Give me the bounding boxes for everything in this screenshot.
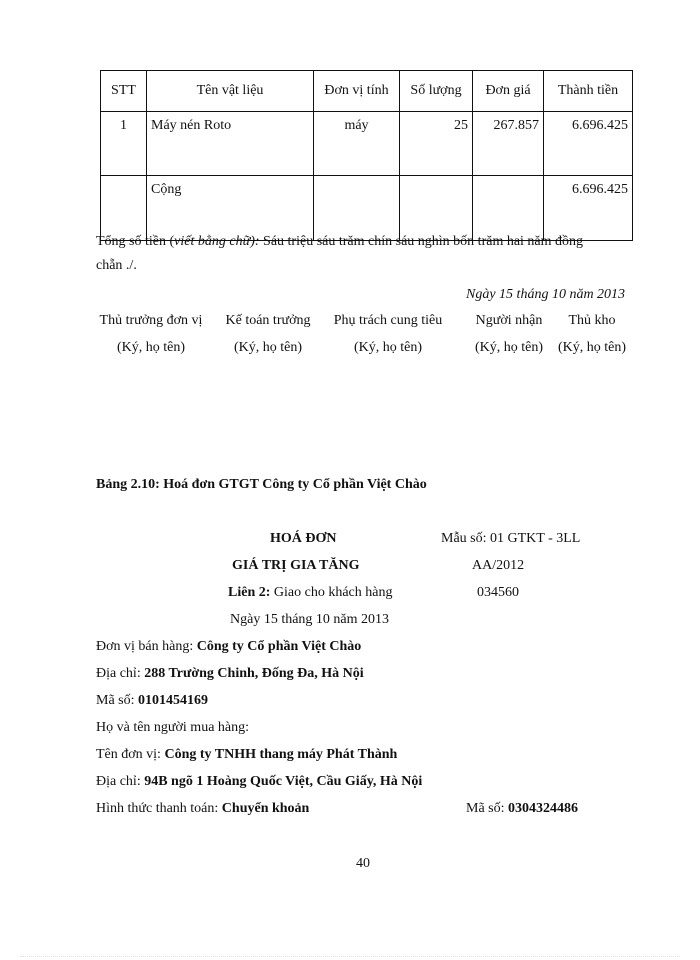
invoice-number: 034560 (477, 585, 519, 600)
signature-note: (Ký, họ tên) (353, 340, 423, 355)
cell-unit-price (473, 176, 544, 241)
table-header-row (101, 71, 633, 112)
buyer-tax-value: 0304324486 (508, 801, 578, 816)
header-material-name: Tên vật liệu (147, 71, 314, 112)
buyer-tax-label: Mã số: (466, 801, 508, 816)
buyer-tax-code (466, 801, 578, 817)
seller-tax-code (96, 693, 208, 709)
seller-unit (96, 639, 361, 655)
signature-title: Thủ kho (568, 313, 616, 328)
seller-address-value: 288 Trường Chinh, Đống Đa, Hà Nội (144, 666, 364, 681)
materials-table (100, 70, 633, 241)
total-in-words-text: Sáu triệu sáu trăm chín sáu nghìn bốn trăm hai năm đồng (259, 234, 584, 249)
header-unit-price: Đơn giá (473, 71, 544, 112)
seller-address (96, 666, 364, 682)
invoice-subtitle: GIÁ TRỊ GIA TĂNG (232, 558, 360, 573)
invoice-copy-text: Giao cho khách hàng (270, 585, 393, 600)
seller-unit-value: Công ty Cổ phần Việt Chào (196, 639, 362, 654)
invoice-date: Ngày 15 tháng 10 năm 2013 (230, 612, 390, 627)
page-number: 40 (356, 856, 370, 871)
signature-note: (Ký, họ tên) (116, 340, 186, 355)
seller-tax-value: 0101454169 (138, 693, 208, 708)
header-quantity: Số lượng (400, 71, 473, 112)
cell-amount: 6.696.425 (544, 112, 633, 176)
signature-title: Phụ trách cung tiêu (333, 313, 443, 328)
signature-note: (Ký, họ tên) (233, 340, 303, 355)
cell-unit (314, 176, 400, 241)
buyer-unit-label: Tên đơn vị: (96, 747, 165, 762)
table-total-row (101, 176, 633, 241)
table-row (101, 112, 633, 176)
total-in-words-line2: chẵn ./. (96, 258, 137, 273)
payment-method-value: Chuyển khoản (221, 801, 310, 816)
invoice-copy-label: Liên 2: (228, 585, 271, 600)
buyer-unit (96, 747, 397, 763)
cell-stt (101, 176, 147, 241)
payment-method-label: Hình thức thanh toán: (96, 801, 222, 816)
total-in-words-label: Tổng số tiền ( (96, 234, 175, 249)
header-stt: STT (101, 71, 147, 112)
cell-unit-price: 267.857 (473, 112, 544, 176)
buyer-unit-value: Công ty TNHH thang máy Phát Thành (164, 747, 398, 762)
invoice-series: AA/2012 (472, 558, 525, 573)
buyer-name: Họ và tên người mua hàng: (96, 720, 250, 735)
cell-total-label: Cộng (147, 176, 314, 241)
cell-unit: máy (314, 112, 400, 176)
page-bottom-divider (20, 956, 680, 957)
cell-material-name: Máy nén Roto (147, 112, 314, 176)
date-line: Ngày 15 tháng 10 năm 2013 (466, 287, 626, 302)
invoice-title: HOÁ ĐƠN (270, 531, 337, 546)
seller-unit-label: Đơn vị bán hàng: (96, 639, 197, 654)
section-title: Bảng 2.10: Hoá đơn GTGT Công ty Cổ phần Việt Chào (96, 477, 427, 492)
cell-quantity: 25 (400, 112, 473, 176)
buyer-address-label: Địa chỉ: (96, 774, 145, 789)
header-unit: Đơn vị tính (314, 71, 400, 112)
seller-address-label: Địa chỉ: (96, 666, 145, 681)
signature-title: Người nhận (475, 313, 543, 328)
invoice-copy (228, 585, 392, 601)
invoice-form-number: Mẫu số: 01 GTKT - 3LL (441, 531, 581, 546)
signature-note: (Ký, họ tên) (557, 340, 627, 355)
header-amount: Thành tiền (544, 71, 633, 112)
cell-quantity (400, 176, 473, 241)
seller-tax-label: Mã số: (96, 693, 138, 708)
buyer-address (96, 774, 422, 790)
total-in-words-line1 (96, 234, 636, 250)
signature-note: (Ký, họ tên) (474, 340, 544, 355)
cell-total-amount: 6.696.425 (544, 176, 633, 241)
signature-title: Kế toán trưởng (225, 313, 311, 328)
cell-stt: 1 (101, 112, 147, 176)
total-in-words-label-italic: viết bằng chữ): (174, 234, 260, 249)
payment-method (96, 801, 309, 817)
buyer-address-value: 94B ngõ 1 Hoàng Quốc Việt, Cầu Giấy, Hà Nội (144, 774, 423, 789)
signature-title: Thủ trưởng đơn vị (99, 313, 203, 328)
